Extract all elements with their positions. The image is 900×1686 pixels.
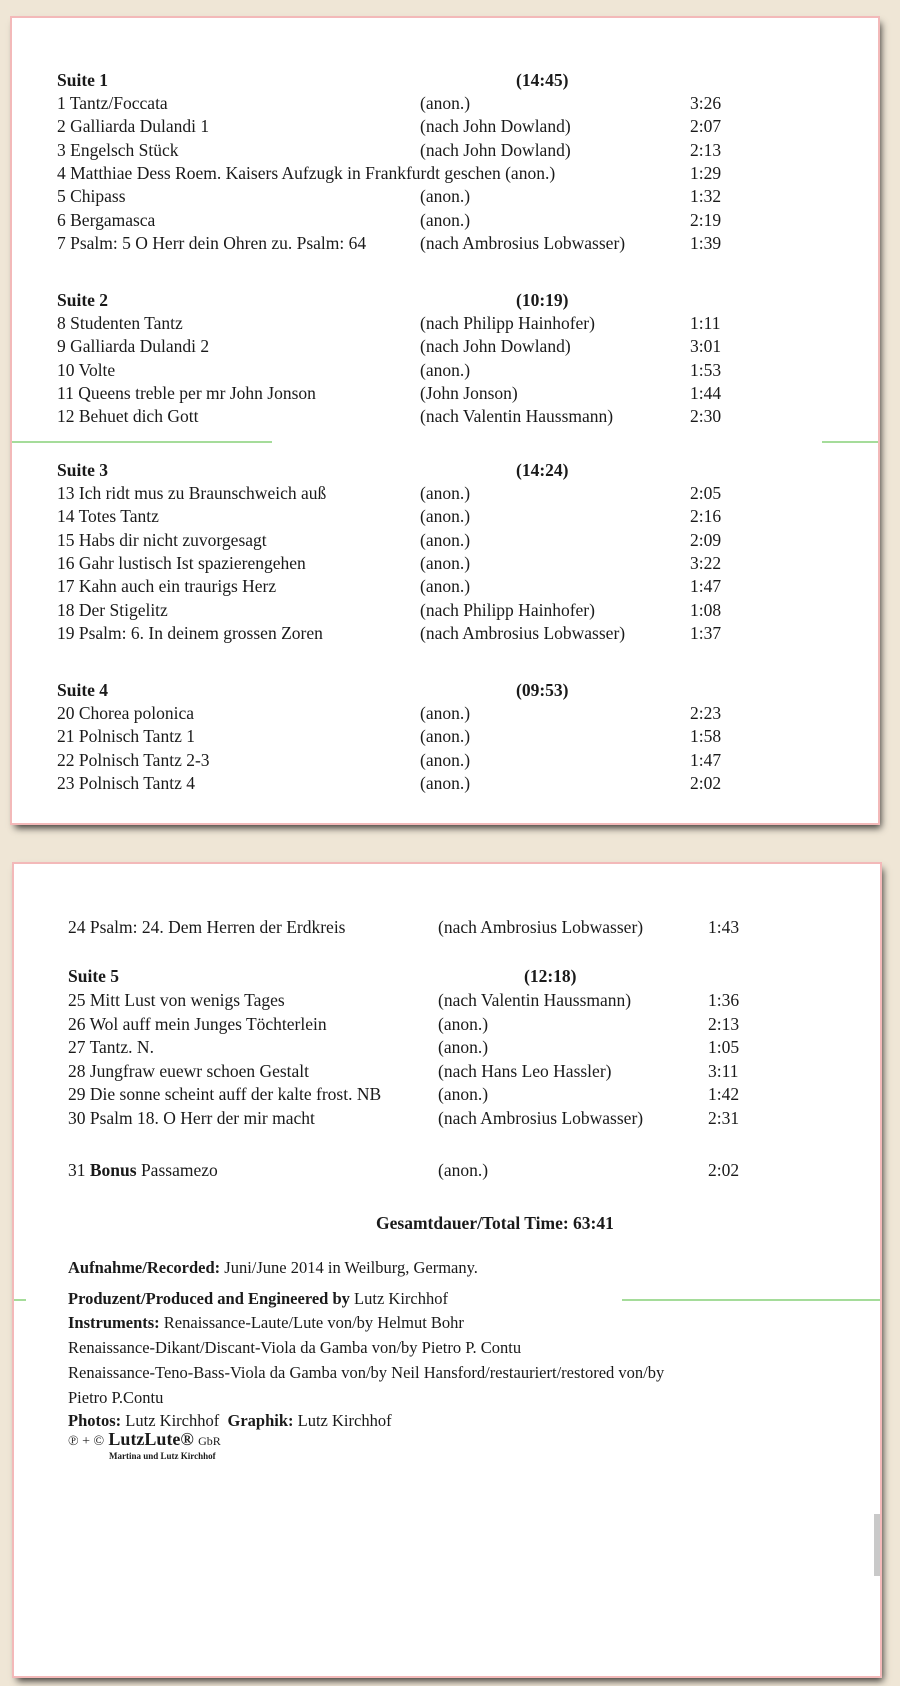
green-rule-right [822, 441, 878, 443]
track-composer: (anon.) [420, 186, 471, 207]
green-rule-right [622, 1299, 880, 1301]
suite-duration: (09:53) [516, 680, 569, 700]
track-duration: 1:42 [708, 1084, 740, 1104]
track-duration: 1:58 [690, 726, 722, 747]
track-title: 28 Jungfraw euewr schoen Gestalt [68, 1060, 310, 1081]
lutzlute-logo [68, 1429, 221, 1450]
track-composer: (anon.) [420, 552, 471, 573]
track-title: 4 Matthiae Dess Roem. Kaisers Aufzugk in Frankfurdt geschen (anon.) [57, 162, 556, 183]
track-composer: (anon.) [438, 1160, 489, 1180]
suite-title: Suite 3 [57, 460, 109, 480]
track-duration: 2:05 [690, 483, 722, 503]
credit-instrument-line-3: Renaissance-Teno-Bass-Viola da Gamba von/by Neil Hansford/restauriert/restored von/by [68, 1363, 665, 1382]
tracklist-page-1 [12, 18, 878, 823]
track-composer: (anon.) [420, 749, 471, 770]
track-duration: 1:39 [690, 232, 722, 253]
track-composer: (anon.) [420, 576, 471, 597]
copyright-symbols: ℗ + © [68, 1434, 105, 1449]
track-title: 25 Mitt Lust von wenigs Tages [68, 990, 285, 1010]
track-title: 10 Volte [57, 359, 116, 380]
track-duration: 2:30 [690, 406, 722, 427]
page-edge-marker [874, 1514, 880, 1576]
track-composer: (nach Valentin Haussmann) [420, 406, 614, 427]
suite-duration: (14:24) [516, 460, 569, 480]
track-composer: (nach Valentin Haussmann) [438, 990, 632, 1010]
track-duration: 2:07 [690, 116, 722, 137]
track-composer: (nach Philipp Hainhofer) [420, 313, 595, 333]
track-duration: 1:29 [690, 162, 722, 183]
suite-duration: (10:19) [516, 290, 569, 310]
track-duration: 1:08 [690, 599, 722, 620]
track-title: 20 Chorea polonica [57, 703, 195, 723]
track-duration: 1:32 [690, 186, 722, 207]
green-rule-left [12, 441, 272, 443]
track-duration: 2:02 [690, 772, 722, 793]
track-duration: 2:23 [690, 703, 722, 723]
suite-title: Suite 1 [57, 70, 109, 90]
track-composer: (anon.) [438, 1084, 489, 1104]
track-composer: (John Jonson) [420, 382, 518, 403]
track-title: 15 Habs dir nicht zuvorgesagt [57, 529, 267, 550]
green-rule-left [14, 1299, 26, 1301]
track-composer: (anon.) [420, 529, 471, 550]
track-duration: 3:01 [690, 336, 722, 357]
track-title: 22 Polnisch Tantz 2-3 [57, 749, 210, 770]
track-title: 21 Polnisch Tantz 1 [57, 726, 195, 747]
track-title: 6 Bergamasca [57, 209, 156, 230]
track-duration: 2:19 [690, 209, 722, 230]
track-composer: (anon.) [420, 703, 471, 723]
track-duration: 1:53 [690, 359, 722, 380]
track-duration: 2:13 [690, 139, 722, 160]
track-composer: (anon.) [438, 1037, 489, 1057]
track-title: 12 Behuet dich Gott [57, 406, 199, 427]
track-title: 8 Studenten Tantz [57, 313, 183, 333]
track-composer: (nach John Dowland) [420, 139, 571, 160]
suite-title: Suite 5 [68, 966, 120, 986]
suite-title: Suite 2 [57, 290, 109, 310]
track-duration: 1:43 [708, 917, 740, 937]
tracklist-page-2 [14, 864, 880, 1676]
track-duration: 1:47 [690, 749, 722, 770]
track-title: 9 Galliarda Dulandi 2 [57, 336, 210, 357]
track-duration: 1:36 [708, 990, 740, 1010]
track-composer: (anon.) [420, 726, 471, 747]
track-title: 11 Queens treble per mr John Jonson [57, 382, 316, 403]
track-duration: 2:02 [708, 1160, 740, 1180]
track-composer: (nach Ambrosius Lobwasser) [438, 917, 644, 937]
total-time: Gesamtdauer/Total Time: 63:41 [376, 1213, 614, 1233]
track-duration: 3:22 [690, 552, 722, 573]
track-duration: 3:11 [708, 1060, 739, 1081]
track-composer: (anon.) [420, 772, 471, 793]
suite-title: Suite 4 [57, 680, 109, 700]
credit-recorded: Aufnahme/Recorded: Juni/June 2014 in Weilburg, Germany. [68, 1258, 478, 1277]
track-composer: (nach Ambrosius Lobwasser) [420, 232, 626, 253]
track-title: 2 Galliarda Dulandi 1 [57, 116, 210, 137]
credit-produced: Produzent/Produced and Engineered by Lutz Kirchhof [68, 1289, 448, 1308]
credit-instrument-line-2: Renaissance-Dikant/Discant-Viola da Gamba von/by Pietro P. Contu [68, 1338, 522, 1357]
track-title: 5 Chipass [57, 186, 126, 207]
track-composer: (nach Philipp Hainhofer) [420, 599, 595, 620]
track-title: 24 Psalm: 24. Dem Herren der Erdkreis [68, 917, 346, 937]
track-duration: 1:37 [690, 622, 722, 643]
track-title: 29 Die sonne scheint auff der kalte frost. NB [68, 1084, 382, 1104]
logo-brand: LutzLute® [108, 1429, 194, 1449]
track-title: 16 Gahr lustisch Ist spazierengehen [57, 552, 306, 573]
track-title: 30 Psalm 18. O Herr der mir macht [68, 1107, 315, 1128]
track-composer: (nach Hans Leo Hassler) [438, 1060, 612, 1081]
track-composer: (anon.) [420, 209, 471, 230]
track-title: 13 Ich ridt mus zu Braunschweich auß [57, 483, 327, 503]
track-composer: (anon.) [420, 483, 471, 503]
track-composer: (nach John Dowland) [420, 336, 571, 357]
track-duration: 1:47 [690, 576, 722, 597]
credit-photos-graphik: Photos: Lutz Kirchhof Graphik: Lutz Kirchhof [68, 1411, 392, 1430]
track-title: 26 Wol auff mein Junges Töchterlein [68, 1013, 327, 1034]
track-title: 17 Kahn auch ein traurigs Herz [57, 576, 277, 597]
track-duration: 3:26 [690, 93, 722, 113]
track-composer: (anon.) [420, 93, 471, 113]
credit-instruments: Instruments: Renaissance-Laute/Lute von/by Helmut Bohr [68, 1313, 464, 1332]
track-composer: (anon.) [438, 1013, 489, 1034]
track-duration: 1:44 [690, 382, 722, 403]
logo-suffix: GbR [198, 1434, 221, 1448]
track-title: 23 Polnisch Tantz 4 [57, 772, 195, 793]
track-duration: 1:05 [708, 1037, 740, 1057]
track-title: 7 Psalm: 5 O Herr dein Ohren zu. Psalm: 64 [57, 232, 367, 253]
track-title: 1 Tantz/Foccata [57, 93, 168, 113]
track-title: 27 Tantz. N. [68, 1037, 154, 1057]
suite-duration: (14:45) [516, 70, 569, 90]
track-title: 19 Psalm: 6. In deinem grossen Zoren [57, 622, 323, 643]
track-title: 31 Bonus Passamezo [68, 1160, 218, 1180]
track-composer: (nach John Dowland) [420, 116, 571, 137]
track-composer: (anon.) [420, 506, 471, 527]
track-composer: (anon.) [420, 359, 471, 380]
credit-instrument-line-4: Pietro P.Contu [68, 1388, 164, 1407]
track-duration: 2:16 [690, 506, 722, 527]
logo-subtitle: Martina und Lutz Kirchhof [109, 1451, 216, 1461]
track-duration: 2:31 [708, 1107, 740, 1128]
track-title: 14 Totes Tantz [57, 506, 159, 527]
track-duration: 2:13 [708, 1013, 740, 1034]
track-title: 3 Engelsch Stück [57, 139, 179, 160]
track-composer: (nach Ambrosius Lobwasser) [420, 622, 626, 643]
track-title: 18 Der Stigelitz [57, 599, 168, 620]
track-composer: (nach Ambrosius Lobwasser) [438, 1107, 644, 1128]
track-duration: 1:11 [690, 313, 721, 333]
track-duration: 2:09 [690, 529, 722, 550]
suite-duration: (12:18) [524, 966, 577, 986]
